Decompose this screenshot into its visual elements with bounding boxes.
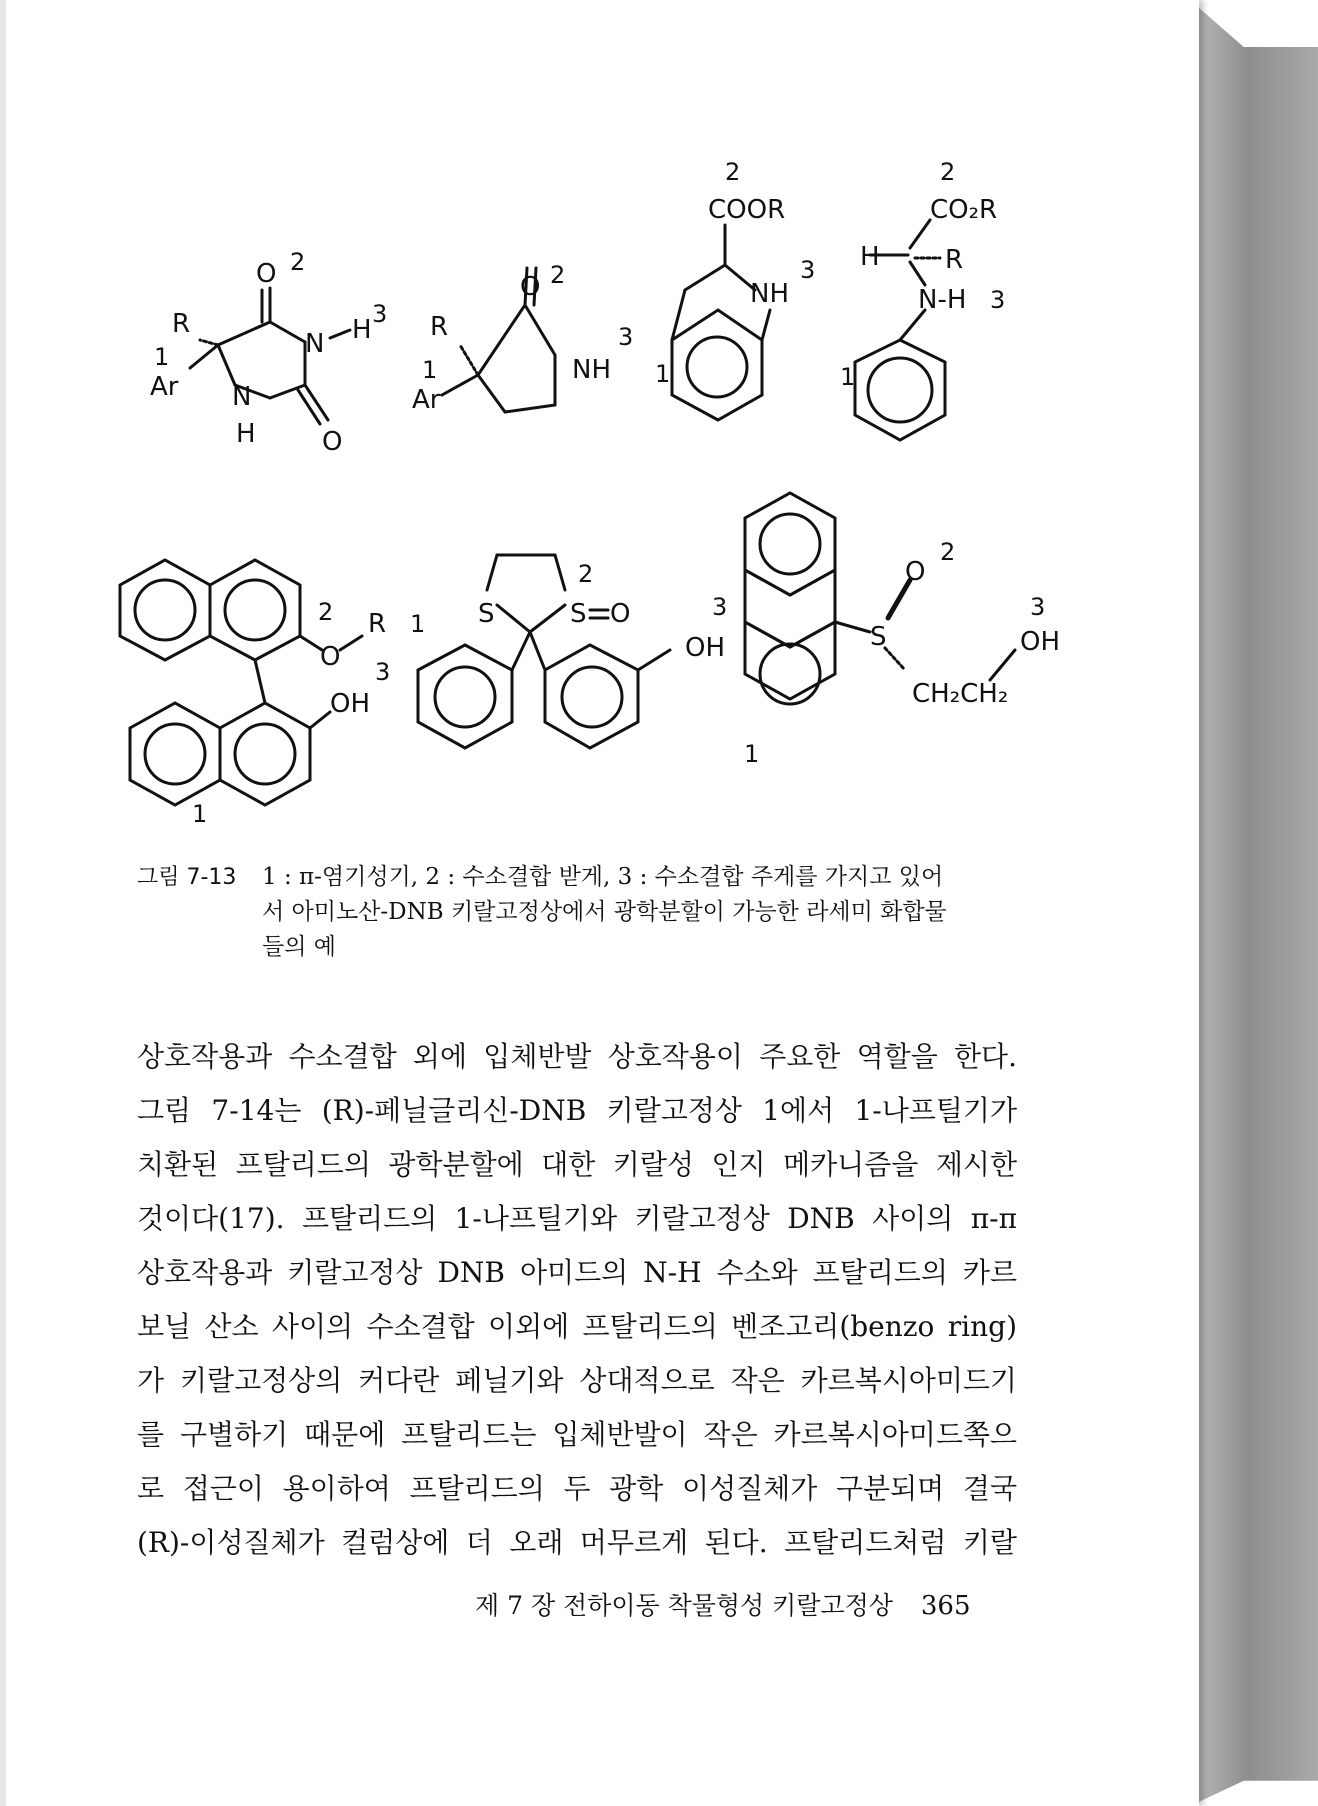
hydantoin-h3: H (352, 315, 372, 345)
lactam-r: R (430, 312, 449, 342)
caption-line-3: 들의 예 (262, 934, 336, 960)
lactam-num2: 2 (550, 261, 566, 289)
dithiolane-num2: 2 (578, 560, 594, 588)
indoline-num2: 2 (725, 158, 741, 186)
footer-chapter-title: 제 7 장 전하이동 착물형성 키랄고정상 (475, 1591, 893, 1620)
page-number: 365 (920, 1591, 971, 1621)
chemical-structures-figure (0, 0, 1199, 830)
hydantoin-r: R (172, 309, 191, 339)
hydantoin-o-bottom: O (322, 427, 343, 457)
body-line-7: 가 키랄고정상의 커다란 페닐기와 상대적으로 작은 카르복시아미드기 (137, 1364, 1017, 1397)
lactam-num3: 3 (618, 323, 634, 351)
binaphthol-num3: 3 (375, 658, 391, 686)
body-line-2: 그림 7-14는 (R)-페닐글리신-DNB 키랄고정상 1에서 1-나프틸기가 (137, 1094, 1017, 1127)
lactam-o: O (520, 272, 541, 302)
amino-ester-r: R (945, 245, 964, 275)
caption-line-2: 서 아미노산-DNB 키랄고정상에서 광학분할이 가능한 라세미 화합물 (262, 899, 947, 925)
indoline-num3: 3 (800, 256, 816, 284)
amino-ester-num2: 2 (940, 158, 956, 186)
body-line-6: 보닐 산소 사이의 수소결합 이외에 프탈리드의 벤조고리(benzo ring) (137, 1310, 1017, 1343)
hydantoin-n1: N (232, 382, 252, 412)
sulfoxide-oh: OH (1020, 627, 1061, 657)
lactam-num1: 1 (422, 356, 438, 384)
indoline-coor: COOR (708, 195, 786, 225)
caption-line-1: 1 : π-염기성기, 2 : 수소결합 받게, 3 : 수소결합 주게를 가지고 있어 (262, 864, 944, 890)
indoline-nh: NH (750, 279, 789, 309)
dithiolane-oh: OH (685, 633, 726, 663)
lactam-nh: NH (572, 355, 611, 385)
hydantoin-o-top: O (256, 259, 277, 289)
body-line-3: 치환된 프탈리드의 광학분할에 대한 키랄성 인지 메카니즘을 제시한 (137, 1148, 1017, 1181)
page-footer (475, 1586, 975, 1622)
amino-ester-num3: 3 (990, 286, 1006, 314)
hydantoin-structure (190, 288, 350, 424)
hydantoin-num2: 2 (290, 248, 306, 276)
body-line-10: (R)-이성질체가 컬럼상에 더 오래 머무르게 된다. 프탈리드처럼 키랄 (137, 1526, 1017, 1559)
sulfoxide-num2: 2 (940, 538, 956, 566)
binaphthol-num2: 2 (318, 598, 334, 626)
sulfoxide-num3: 3 (1030, 593, 1046, 621)
body-line-5: 상호작용과 키랄고정상 DNB 아미드의 N-H 수소와 프탈리드의 카르 (137, 1256, 1017, 1289)
dithiolane-s2: S (570, 599, 587, 629)
amino-ester-h: H (860, 242, 880, 272)
binaphthol-num1: 1 (192, 800, 208, 828)
hydantoin-num1: 1 (154, 343, 170, 371)
hydantoin-h1: H (236, 419, 256, 449)
body-line-9: 로 접근이 용이하여 프탈리드의 두 광학 이성질체가 구분되며 결국 (137, 1472, 1017, 1505)
sulfoxide-num1: 1 (744, 740, 760, 768)
amino-ester-nh: N-H (918, 285, 967, 315)
body-line-8: 를 구별하기 때문에 프탈리드는 입체반발이 작은 카르복시아미드쪽으 (137, 1418, 1017, 1451)
sulfoxide-structure (745, 493, 1015, 704)
indoline-num1: 1 (655, 360, 671, 388)
hydantoin-num3: 3 (372, 300, 388, 328)
body-paragraph (137, 1030, 1017, 1570)
binaphthol-r: R (368, 609, 387, 639)
dithiolane-num1: 1 (410, 610, 426, 638)
lactam-ar: Ar (412, 385, 441, 415)
figure-label: 그림 7-13 (137, 865, 237, 890)
binaphthol-oh: OH (330, 689, 371, 719)
binaphthol-structure (120, 560, 362, 805)
binaphthol-o: O (320, 642, 341, 672)
body-line-1: 상호작용과 수소결합 외에 입체반발 상호작용이 주요한 역할을 한다. (137, 1040, 1017, 1073)
amino-ester-num1: 1 (840, 363, 856, 391)
hydantoin-n3: N (305, 329, 325, 359)
sulfoxide-ch2ch2: CH₂CH₂ (912, 679, 1009, 709)
indoline-structure (672, 225, 770, 420)
dithiolane-structure (418, 555, 670, 748)
dithiolane-num3: 3 (712, 593, 728, 621)
amino-ester-co2r: CO₂R (930, 195, 998, 225)
sulfoxide-o: O (905, 557, 926, 587)
dithiolane-s1: S (478, 599, 495, 629)
dithiolane-o: O (610, 599, 631, 629)
sulfoxide-s: S (870, 622, 887, 652)
book-page-edges (1190, 0, 1318, 1806)
body-line-4: 것이다(17). 프탈리드의 1-나프틸기와 키랄고정상 DNB 사이의 π-π (137, 1202, 1017, 1235)
hydantoin-ar: Ar (150, 372, 179, 402)
